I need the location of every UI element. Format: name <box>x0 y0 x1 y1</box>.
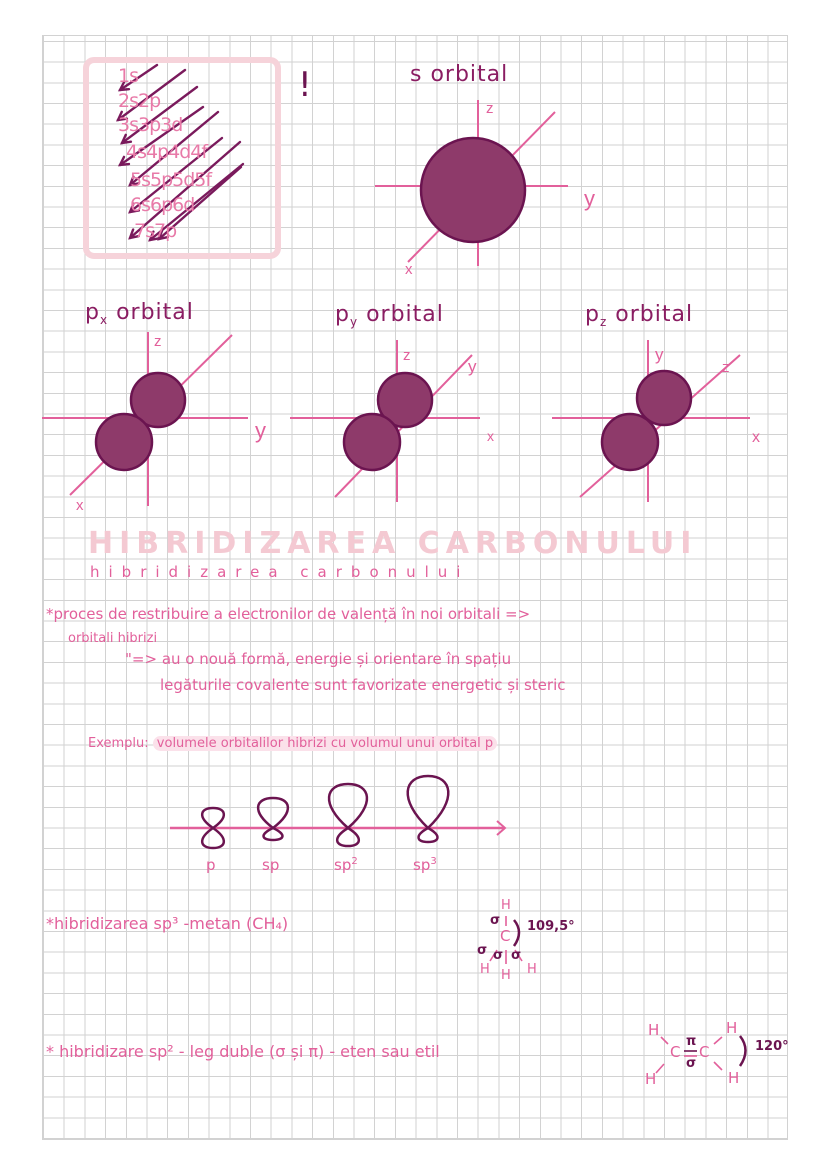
note-line-1: *proces de restribuire a electronilor de valență în noi orbitali => <box>46 605 531 623</box>
axis-y-label: y <box>655 345 664 364</box>
atom-c: C <box>699 1043 710 1061</box>
title-subscript: x <box>99 313 109 327</box>
section-heading: hibridizarea carbonului <box>90 563 470 581</box>
atom-h: H <box>501 968 511 983</box>
pz-orbital-title <box>585 302 693 330</box>
orbital-lobe <box>337 828 359 846</box>
axis-z-label: z <box>154 333 162 350</box>
hybrid-orbital-lobes <box>202 776 448 848</box>
axis-x-label: x <box>752 429 760 446</box>
aufbau-row: 3s3p3d <box>118 114 183 136</box>
heading-shadow: HIBRIDIZAREA CARBONULUI <box>88 526 698 561</box>
aufbau-row: 6s6p6d <box>130 194 195 216</box>
example-line <box>88 737 497 752</box>
example-text: volumele orbitalilor hibrizi cu volumul unui orbital p <box>153 736 497 751</box>
exclamation-mark: ! <box>298 65 312 105</box>
orbital-label <box>262 856 279 874</box>
atom-h: H <box>728 1069 740 1087</box>
title-word: orbital <box>615 302 694 327</box>
angle-arc <box>514 920 519 946</box>
orbital-lobe <box>202 828 224 848</box>
aufbau-row: 7s7p <box>134 220 177 242</box>
title-letter: p <box>585 302 600 327</box>
bond-angle: 120° <box>755 1039 789 1054</box>
title-word: orbital <box>366 302 444 327</box>
sigma-bond: σ <box>477 943 488 958</box>
pi-bond: π <box>686 1034 697 1049</box>
aufbau-row: 1s <box>118 65 138 87</box>
atom-h: H <box>501 898 511 913</box>
sigma-bond: σ <box>686 1056 697 1071</box>
orbital-exponent: 3 <box>430 856 437 867</box>
note-line-4: legăturile covalente sunt favorizate energetic și steric <box>160 676 566 694</box>
orbital-label <box>206 856 216 874</box>
aufbau-row: 5s5p5d5f <box>130 169 212 191</box>
sp3-line: *hibridizarea sp³ -metan (CH₄) <box>46 914 289 933</box>
bond-angle: 109,5° <box>527 919 575 934</box>
sigma-bond: σ <box>493 948 504 963</box>
orbital-lobe <box>329 784 367 828</box>
note-line-2: orbitali hibrizi <box>68 631 158 646</box>
sp2-line: * hibridizare sp² - leg duble (σ și π) - eten sau etil <box>46 1042 440 1061</box>
aufbau-row: 2s2p <box>118 90 161 112</box>
atom-h: H <box>648 1021 660 1039</box>
title-subscript: z <box>599 315 608 329</box>
example-label: Exemplu: <box>88 736 149 751</box>
orbital-name: p <box>206 856 216 874</box>
py-orbital-diagram <box>290 340 480 502</box>
s-orbital-sphere <box>421 138 525 242</box>
title-letter: p <box>335 302 350 327</box>
angle-arc <box>740 1036 746 1066</box>
axis-y-label: y <box>468 357 477 376</box>
title-subscript: y <box>349 315 359 329</box>
note-text: au o nouă formă, energie și orientare în spațiu <box>161 650 512 668</box>
axis-x-label: x <box>487 428 494 444</box>
implies-arrow: "=> <box>125 650 158 668</box>
s-orbital-diagram <box>375 100 595 278</box>
orbital-lobe <box>408 776 449 828</box>
atom-h: H <box>645 1070 657 1088</box>
atom-c: C <box>670 1043 681 1061</box>
orbital-name: sp <box>262 856 280 874</box>
orbital-name: sp <box>413 856 431 874</box>
orbital-lobe <box>264 828 283 840</box>
orbital-lobe <box>419 828 438 842</box>
pz-orbital-diagram <box>552 340 750 502</box>
px-orbital-diagram <box>42 332 248 506</box>
title-letter: p <box>85 300 100 325</box>
atom-h: H <box>527 962 537 977</box>
orbital-label <box>334 856 358 874</box>
sigma-bond: σ <box>490 913 501 928</box>
px-orbital-title <box>85 300 194 328</box>
atom-c: C <box>500 927 511 945</box>
axis-z-label: z <box>403 347 411 364</box>
axis-x-label: x <box>76 497 84 514</box>
orbital-name: sp <box>334 856 352 874</box>
orbital-lobe <box>202 808 224 828</box>
orbital-lobe <box>258 798 288 828</box>
atom-h: H <box>726 1019 738 1037</box>
py-orbital-title <box>335 302 444 330</box>
orbital-exponent: 2 <box>351 856 358 867</box>
axis-y-label: y <box>255 418 266 443</box>
axis-y-label: y <box>584 186 595 211</box>
atom-h: H <box>480 962 490 977</box>
axis-z-label: z <box>486 100 494 117</box>
sigma-bond: σ <box>511 948 522 963</box>
title-word: orbital <box>116 300 194 325</box>
axis-z-label: z <box>722 359 730 376</box>
aufbau-row: 4s4p4d4f <box>126 141 208 163</box>
orbital-label <box>413 856 437 874</box>
s-orbital-title: s orbital <box>410 62 509 87</box>
note-line-3 <box>125 651 511 668</box>
axis-x-label: x <box>405 261 413 278</box>
